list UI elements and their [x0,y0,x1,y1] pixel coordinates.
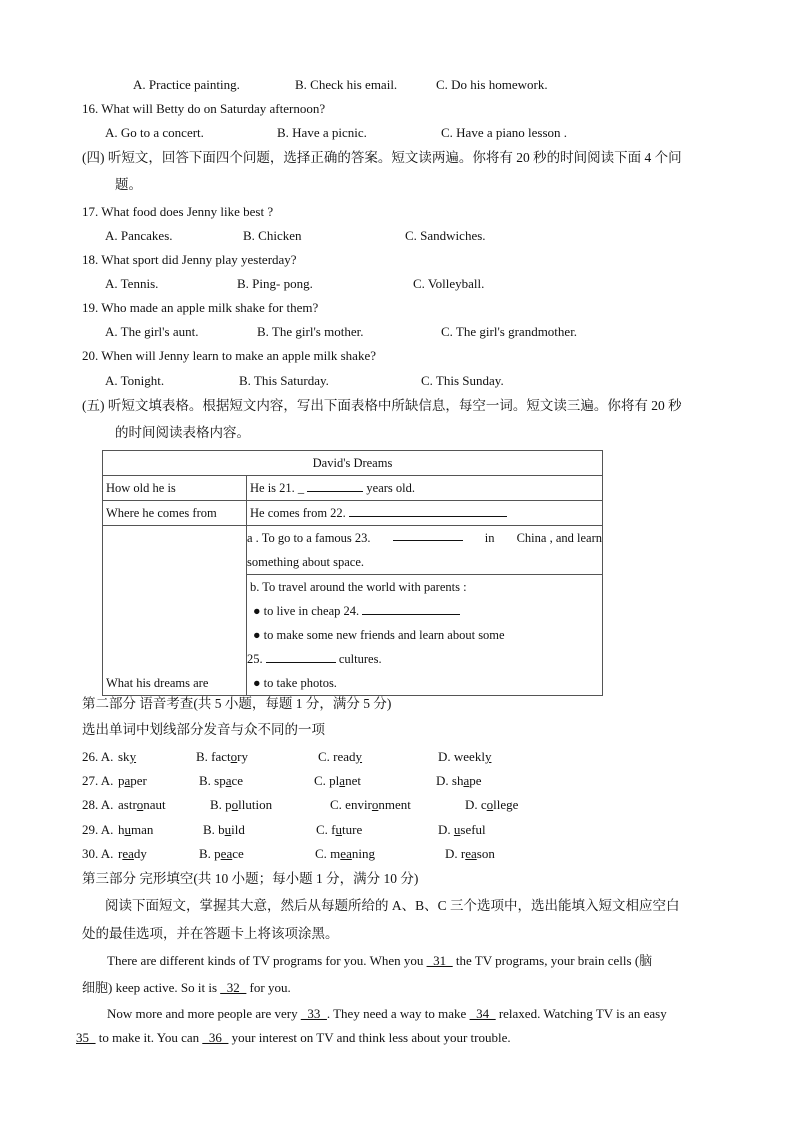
word-part: B. b [203,822,225,837]
dream-b-cheap: ● to live in cheap 24. [253,604,360,618]
word-part: ry [237,749,248,764]
phonetic-option-d [436,773,482,789]
dream-b-line5: ● to take photos. [253,676,337,690]
underlined-letters: ea [220,846,233,861]
phonetic-number: 30. A. [82,846,114,861]
dream-a-line1 [247,526,602,550]
q16-stem: 16. What will Betty do on Saturday afternoon? [82,101,326,116]
word-part: D. weekl [438,749,485,764]
q19-stem: 19. Who made an apple milk shake for them? [82,300,319,315]
part2-instruction: 选出单词中划线部分发音与众不同的一项 [82,722,325,737]
phonetic-option-b [203,822,245,838]
dream-b-25: 25. [247,652,263,666]
underlined-letters: y [129,749,137,764]
underlined-letters: a [225,773,232,788]
word-part: D. r [445,846,466,861]
passage-p2-line1 [107,1006,667,1022]
underlined-letters: u [124,822,131,837]
age-text: He is 21. _ [250,481,305,495]
underlined-letters: o [230,749,238,764]
phonetic-option-c [315,846,375,862]
table-dream-b [247,575,603,696]
underlined-letters: y [355,749,363,764]
word-part: B. sp [199,773,226,788]
q15-option-b: B. Check his email. [295,77,398,92]
blank-22[interactable] [349,502,507,517]
word-part: B. p [210,797,232,812]
q19-option-c: C. The girl's grandmother. [441,324,578,339]
dream-b-line4 [247,647,602,671]
dream-a-text: a . To go to a famous 23. [247,531,371,545]
q16-option-b: B. Have a picnic. [277,125,367,140]
passage-text: to make it. You can [98,1030,200,1045]
word-part: per [130,773,147,788]
q20-option-b: B. This Saturday. [239,373,329,388]
passage-p1-line1 [107,953,652,969]
phonetic-option-a [118,749,136,765]
table-title: David's Dreams [103,451,603,476]
underlined-letters: ea [340,846,352,861]
word-part: son [476,846,495,861]
underlined-letters: ea [465,846,477,861]
word-part: llege [493,797,519,812]
passage-p2-line2 [76,1030,511,1046]
word-part: D. c [465,797,487,812]
word-part: ce [231,773,244,788]
q18-option-a: A. Tennis. [105,276,159,291]
word-part: astr [118,797,137,812]
dream-b-line1: b. To travel around the world with parents : [250,580,467,594]
phonetic-option-d [465,797,518,813]
q17-option-c: C. Sandwiches. [405,228,486,243]
q19-option-b: B. The girl's mother. [257,324,364,339]
passage-p1-line2 [82,980,291,996]
phonetic-option-a [118,822,153,838]
blank-33[interactable]: _33_ [300,1006,327,1021]
phonetic-option-c [330,797,411,813]
phonetic-option-a [118,846,147,862]
q19-option-a: A. The girl's aunt. [105,324,199,339]
underlined-letters: o [371,797,379,812]
dream-b-cultures: cultures. [338,652,382,666]
word-part: D. sh [436,773,464,788]
dream-a-line2: something about space. [247,555,364,569]
word-part: C. envir [330,797,372,812]
word-part: ce [232,846,244,861]
word-part: naut [143,797,166,812]
word-part: sk [118,749,130,764]
q20-stem: 20. When will Jenny learn to make an apple milk shake? [82,348,376,363]
dream-b-line2 [247,599,602,623]
blank-25[interactable] [266,648,336,663]
word-part: B. p [199,846,221,861]
q17-option-a: A. Pancakes. [105,228,173,243]
underlined-letters: a [124,773,131,788]
passage-text: for you. [249,980,291,995]
word-part: seful [460,822,486,837]
word-part: nment [378,797,411,812]
word-part: ning [351,846,375,861]
underlined-letters: o [231,797,239,812]
q15-option-c: C. Do his homework. [436,77,548,92]
passage-text: relaxed. Watching TV is an easy [498,1006,667,1021]
phonetic-option-d [438,822,486,838]
passage-text: . They need a way to make [326,1006,467,1021]
word-part: net [345,773,361,788]
age-suffix: years old. [366,481,416,495]
word-part: llution [238,797,273,812]
underlined-letters: o [136,797,144,812]
word-part: h [118,822,125,837]
phonetic-option-d [438,749,491,765]
phonetic-option-b [210,797,272,813]
underlined-letters: y [484,749,492,764]
phonetic-number: 26. A. [82,749,114,764]
table-value-origin [247,501,603,526]
blank-31[interactable]: _31_ [426,953,453,968]
table-label-age: How old he is [103,476,247,501]
q16-option-c: C. Have a piano lesson . [441,125,568,140]
dream-a-text-cont: China , and learn [516,531,602,545]
phonetic-number: 27. A. [82,773,114,788]
passage-text: your interest on TV and think less about your trouble. [231,1030,511,1045]
underlined-letters: u [335,822,342,837]
word-part: p [118,773,125,788]
q20-option-a: A. Tonight. [105,373,165,388]
dream-b-line3: ● to make some new friends and learn about some [253,628,505,642]
word-part: dy [133,846,147,861]
part3-heading: 第三部分 完形填空(共 10 小题；每小题 1 分，满分 10 分) [82,871,419,886]
table-label-dreams: What his dreams are [103,526,247,696]
phonetic-option-b [199,846,244,862]
blank-35[interactable]: 35_ [76,1030,96,1045]
passage-text: 细胞) keep active. So it is [82,980,218,995]
word-part: D. [438,822,454,837]
blank-21[interactable] [307,477,363,492]
underlined-letters: o [486,797,494,812]
phonetic-number: 28. A. [82,797,114,812]
blank-36[interactable]: _36_ [202,1030,229,1045]
phonetic-option-b [196,749,248,765]
part2-heading: 第二部分 语音考查(共 5 小题，每题 1 分，满分 5 分) [82,696,392,711]
underlined-letters: a [463,773,470,788]
phonetic-option-c [316,822,362,838]
word-part: B. fact [196,749,231,764]
table-dream-a [247,526,603,575]
q18-option-b: B. Ping- pong. [237,276,313,291]
davids-dreams-table [102,450,603,696]
passage-text: the TV programs, your brain cells (脑 [455,953,653,968]
q17-stem: 17. What food does Jenny like best ? [82,204,274,219]
dream-a-in: in [484,531,495,545]
phonetic-option-c [314,773,361,789]
word-part: C. read [318,749,356,764]
q18-stem: 18. What sport did Jenny play yesterday? [82,252,297,267]
part3-instruction-cont: 处的最佳选项，并在答题卡上将该项涂黑。 [82,926,339,941]
underlined-letters: u [453,822,461,837]
part5-heading-cont: 的时间阅读表格内容。 [115,425,250,440]
phonetic-number: 29. A. [82,822,114,837]
word-part: C. f [316,822,336,837]
q16-option-a: A. Go to a concert. [105,125,204,140]
q15-option-a: A. Practice painting. [133,77,240,92]
q18-option-c: C. Volleyball. [413,276,485,291]
underlined-letters: u [224,822,232,837]
blank-23[interactable] [393,526,463,541]
underlined-letters: a [339,773,346,788]
word-part: man [131,822,154,837]
word-part: pe [469,773,482,788]
phonetic-option-c [318,749,362,765]
phonetic-option-a [118,797,166,813]
word-part: r [118,846,123,861]
phonetic-option-d [445,846,495,862]
passage-text: There are different kinds of TV programs for you. When you [107,953,424,968]
phonetic-option-a [118,773,147,789]
underlined-letters: ea [122,846,134,861]
table-label-origin: Where he comes from [103,501,247,526]
blank-24[interactable] [362,600,460,615]
passage-text: Now more and more people are very [107,1006,298,1021]
q20-option-c: C. This Sunday. [421,373,504,388]
word-part: C. m [315,846,341,861]
table-value-age [247,476,603,501]
word-part: C. pl [314,773,340,788]
part5-heading: (五) 听短文填表格。根据短文内容，写出下面表格中所缺信息，每空一词。短文读三遍。你将有 20 秒 [82,398,682,413]
part4-heading: (四) 听短文，回答下面四个问题，选择正确的答案。短文读两遍。你将有 20 秒的时间阅读下面 4 个问 [82,150,682,165]
word-part: ture [342,822,363,837]
origin-text: He comes from 22. [250,506,346,520]
part3-instruction: 阅读下面短文，掌握其大意，然后从每题所给的 A、B、C 三个选项中，选出能填入短文相应空白 [105,898,680,913]
part4-heading-cont: 题。 [115,177,142,192]
phonetic-option-b [199,773,243,789]
blank-34[interactable]: _34_ [469,1006,496,1021]
blank-32[interactable]: _32_ [220,980,247,995]
word-part: ild [231,822,245,837]
q17-option-b: B. Chicken [243,228,302,243]
